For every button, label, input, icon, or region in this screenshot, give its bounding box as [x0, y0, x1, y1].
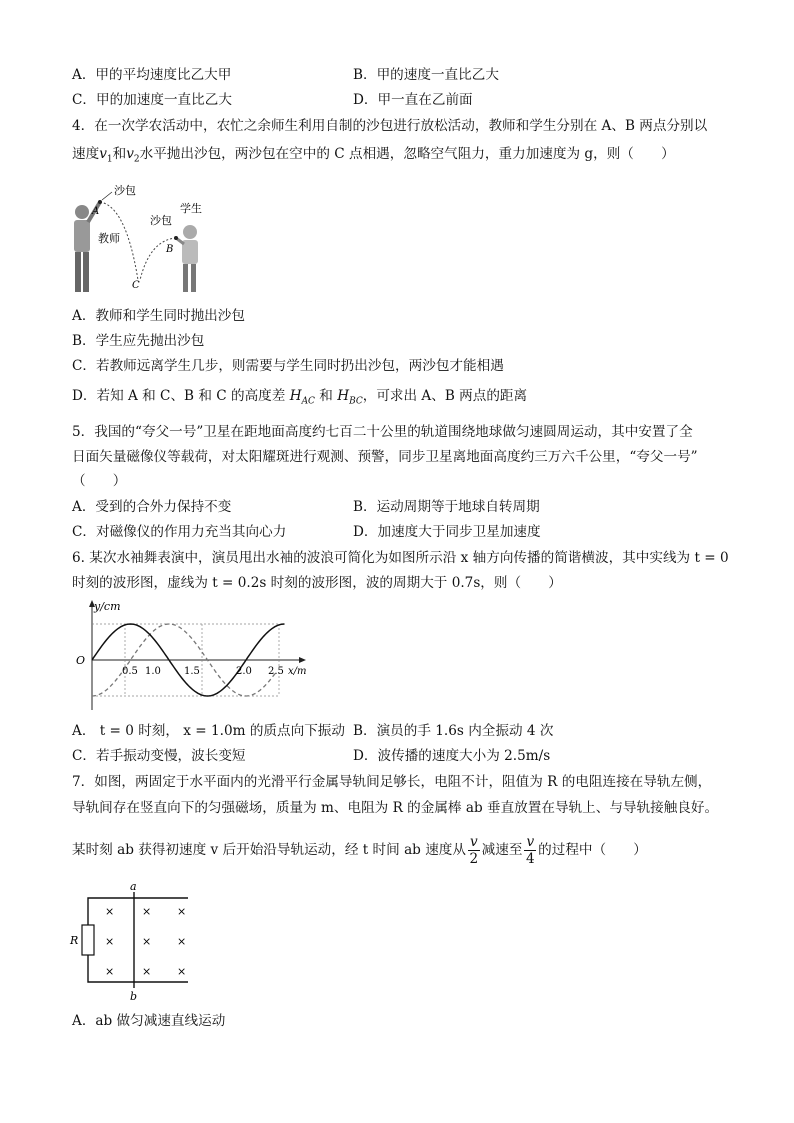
svg-text:×: ×: [177, 905, 187, 918]
x-tick-1-5: 1.5: [184, 666, 200, 677]
x-tick-2-0: 2.0: [236, 666, 252, 677]
x-axis-label: x/m: [288, 666, 307, 677]
label-b: b: [130, 990, 138, 1003]
q4-stem-line1: 4．在一次学农活动中，农忙之余师生利用自制的沙包进行放松活动，教师和学生分别在 A、B 两点分别以: [72, 118, 708, 134]
q4-option-d: D．若知 A 和 C、B 和 C 的高度差 $H_{AC}$ 和 $H_{BC}$，可求出 A、B 两点的距离: [72, 388, 528, 407]
label-r: R: [70, 934, 79, 947]
q5-option-c: C．对磁像仪的作用力充当其向心力: [72, 524, 287, 540]
q5-stem-line1: 5．我国的“夸父一号”卫星在距地面高度约七百二十公里的轨道围绕地球做匀速圆周运动，其中安置了全: [72, 424, 693, 440]
q5-stem-line2: 日面矢量磁像仪等载荷，对太阳耀斑进行观测、预警，同步卫星离地面高度约三万六千公里，“夸父一号”: [72, 449, 698, 465]
svg-text:×: ×: [105, 965, 115, 978]
q6-option-b: B．演员的手 1.6s 内全振动 4 次: [353, 723, 554, 739]
svg-text:×: ×: [177, 935, 187, 948]
magnetic-field-crosses: [105, 905, 186, 978]
q3-option-a: A．甲的平均速度比乙大甲: [72, 67, 232, 83]
q3-option-d: D．甲一直在乙前面: [353, 92, 473, 108]
label-point-c: C: [132, 280, 140, 291]
q4-option-b: B．学生应先抛出沙包: [72, 333, 205, 349]
svg-text:×: ×: [105, 935, 115, 948]
label-teacher: 教师: [98, 232, 120, 245]
x-tick-1-0: 1.0: [145, 666, 161, 677]
q5-option-d: D．加速度大于同步卫星加速度: [353, 524, 541, 540]
y-axis-label: y/cm: [94, 600, 121, 613]
q3-option-b: B．甲的速度一直比乙大: [353, 67, 499, 83]
q6-option-a: A． t = 0 时刻， x = 1.0m 的质点向下振动: [72, 723, 345, 739]
svg-text:×: ×: [142, 935, 152, 948]
q7-figure-rail-circuit: [68, 880, 208, 1004]
label-point-a: A: [92, 206, 100, 217]
q4-option-c: C．若教师远离学生几步，则需要与学生同时扔出沙包，两沙包才能相遇: [72, 358, 504, 374]
origin-label: O: [76, 654, 86, 667]
resistor-symbol: [82, 925, 94, 955]
q4-option-a: A．教师和学生同时抛出沙包: [72, 308, 245, 324]
q4-figure-sandbag-throw: [68, 180, 218, 300]
q5-option-b: B．运动周期等于地球自转周期: [353, 499, 540, 515]
q6-stem-line2: 时刻的波形图，虚线为 t = 0.2s 时刻的波形图，波的周期大于 0.7s，则（ ）: [72, 575, 562, 591]
q7-stem-line2: 导轨间存在竖直向下的匀强磁场，质量为 m、电阻为 R 的金属棒 ab 垂直放置在导轨上、与导轨接触良好。: [72, 800, 719, 816]
q4-stem-line2: 速度$v_1$和$v_2$水平抛出沙包，两沙包在空中的 C 点相遇，忽略空气阻力，重力加速度为 g，则（ ）: [72, 146, 675, 165]
svg-text:×: ×: [142, 905, 152, 918]
svg-text:×: ×: [105, 905, 115, 918]
q5-stem-line3: （ ）: [72, 473, 127, 489]
q5-option-a: A．受到的合外力保持不变: [72, 499, 232, 515]
q7-stem-line1: 7．如图，两固定于水平面内的光滑平行金属导轨间足够长，电阻不计，阻值为 R 的电阻连接在导轨左侧，: [72, 774, 712, 790]
svg-text:×: ×: [142, 965, 152, 978]
q3-option-c: C．甲的加速度一直比乙大: [72, 92, 232, 108]
label-sandbag-1: 沙包: [114, 184, 136, 197]
x-tick-0-5: 0.5: [122, 666, 138, 677]
svg-text:×: ×: [177, 965, 187, 978]
fraction-v-over-2: $\frac{v}{2}$: [469, 834, 479, 867]
label-sandbag-2: 沙包: [150, 214, 172, 227]
q7-stem-line3: 某时刻 ab 获得初速度 v 后开始沿导轨运动，经 t 时间 ab 速度从 $\frac{v}{2}$ 减速至 $\frac{v}{4}$ 的过程中（ ）: [72, 834, 647, 867]
q6-option-c: C．若手振动变慢，波长变短: [72, 748, 246, 764]
label-point-b: B: [166, 244, 174, 255]
label-student: 学生: [180, 202, 202, 215]
q7-option-a: A．ab 做匀减速直线运动: [72, 1013, 226, 1029]
q6-stem-line1: 6. 某次水袖舞表演中，演员甩出水袖的波浪可简化为如图所示沿 x 轴方向传播的简谐横波，其中实线为 t = 0: [72, 550, 729, 566]
fraction-v-over-4: $\frac{v}{4}$: [525, 834, 535, 867]
q6-figure-wave-graph: [70, 598, 330, 716]
student-figure: [176, 225, 198, 292]
q6-option-d: D．波传播的速度大小为 2.5m/s: [353, 748, 551, 764]
x-tick-2-5: 2.5: [268, 666, 284, 677]
label-a: a: [130, 880, 137, 893]
